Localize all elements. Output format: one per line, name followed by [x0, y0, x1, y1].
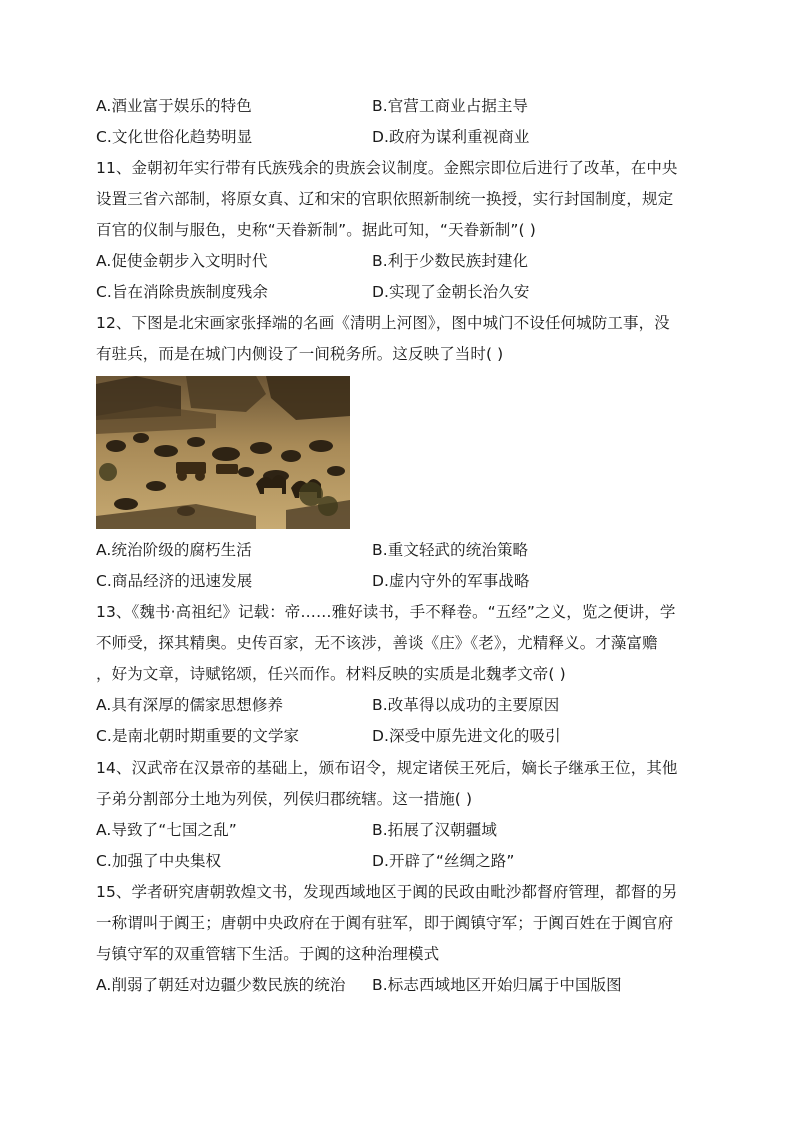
q14-option-c[interactable]: C.加强了中央集权: [96, 852, 222, 870]
q10-option-d[interactable]: D.政府为谋利重视商业: [372, 128, 530, 146]
q13-stem-line-3: ，好为文章，诗赋铭颂，任兴而作。材料反映的实质是北魏孝文帝( ): [96, 665, 566, 683]
q11-option-a[interactable]: A.促使金朝步入文明时代: [96, 252, 268, 270]
q11-stem-line-3: 百官的仪制与服色，史称“天眷新制”。据此可知，“天眷新制”( ): [96, 221, 536, 239]
q13-stem-line-1: 13、《魏书·高祖纪》记载：帝……雅好读书，手不释卷。“五经”之义，览之便讲，学: [96, 603, 676, 621]
q14-stem-line-2: 子弟分割部分土地为列侯，列侯归郡统辖。这一措施( ): [96, 790, 473, 808]
q12-stem-line-1: 12、下图是北宋画家张择端的名画《清明上河图》，图中城门不设任何城防工事，没: [96, 314, 670, 332]
q10-option-c[interactable]: C.文化世俗化趋势明显: [96, 128, 253, 146]
q13-option-a[interactable]: A.具有深厚的儒家思想修养: [96, 696, 284, 714]
q14-stem-line-1: 14、汉武帝在汉景帝的基础上，颁布诏令，规定诸侯王死后，嫡长子继承王位，其他: [96, 759, 678, 777]
qingming-painting-image: [96, 376, 350, 529]
q15-stem-line-2: 一称谓叫于阗王；唐朝中央政府在于阗有驻军，即于阗镇守军；于阗百姓在于阗官府: [96, 914, 674, 932]
q11-option-c[interactable]: C.旨在消除贵族制度残余: [96, 283, 268, 301]
q15-stem-line-1: 15、学者研究唐朝敦煌文书，发现西域地区于阗的民政由毗沙都督府管理，都督的另: [96, 883, 678, 901]
q12-option-d[interactable]: D.虚内守外的军事战略: [372, 572, 530, 590]
q11-option-b[interactable]: B.利于少数民族封建化: [372, 252, 529, 270]
q13-option-b[interactable]: B.改革得以成功的主要原因: [372, 696, 560, 714]
q11-option-d[interactable]: D.实现了金朝长治久安: [372, 283, 530, 301]
q15-stem-line-3: 与镇守军的双重管辖下生活。于阗的这种治理模式: [96, 945, 440, 963]
q14-option-a[interactable]: A.导致了“七国之乱”: [96, 821, 237, 839]
q12-option-c[interactable]: C.商品经济的迅速发展: [96, 572, 253, 590]
q10-option-a[interactable]: A.酒业富于娱乐的特色: [96, 97, 252, 115]
q11-stem-line-1: 11、金朝初年实行带有氏族残余的贵族会议制度。金熙宗即位后进行了改革，在中央: [96, 159, 678, 177]
q12-option-b[interactable]: B.重文轻武的统治策略: [372, 541, 529, 559]
q13-stem-line-2: 不师受，探其精奥。史传百家，无不该涉，善谈《庄》《老》，尤精释义。才藻富赡: [96, 634, 658, 652]
q15-option-a[interactable]: A.削弱了朝廷对边疆少数民族的统治: [96, 976, 346, 994]
q14-option-d[interactable]: D.开辟了“丝绸之路”: [372, 852, 515, 870]
q13-option-c[interactable]: C.是南北朝时期重要的文学家: [96, 727, 300, 745]
q12-option-a[interactable]: A.统治阶级的腐朽生活: [96, 541, 252, 559]
q13-option-d[interactable]: D.深受中原先进文化的吸引: [372, 727, 561, 745]
q10-option-b[interactable]: B.官营工商业占据主导: [372, 97, 529, 115]
q12-stem-line-2: 有驻兵，而是在城门内侧设了一间税务所。这反映了当时( ): [96, 345, 504, 363]
q14-option-b[interactable]: B.拓展了汉朝疆域: [372, 821, 497, 839]
q15-option-b[interactable]: B.标志西域地区开始归属于中国版图: [372, 976, 622, 994]
q11-stem-line-2: 设置三省六部制，将原女真、辽和宋的官职依照新制统一换授，实行封国制度，规定: [96, 190, 674, 208]
